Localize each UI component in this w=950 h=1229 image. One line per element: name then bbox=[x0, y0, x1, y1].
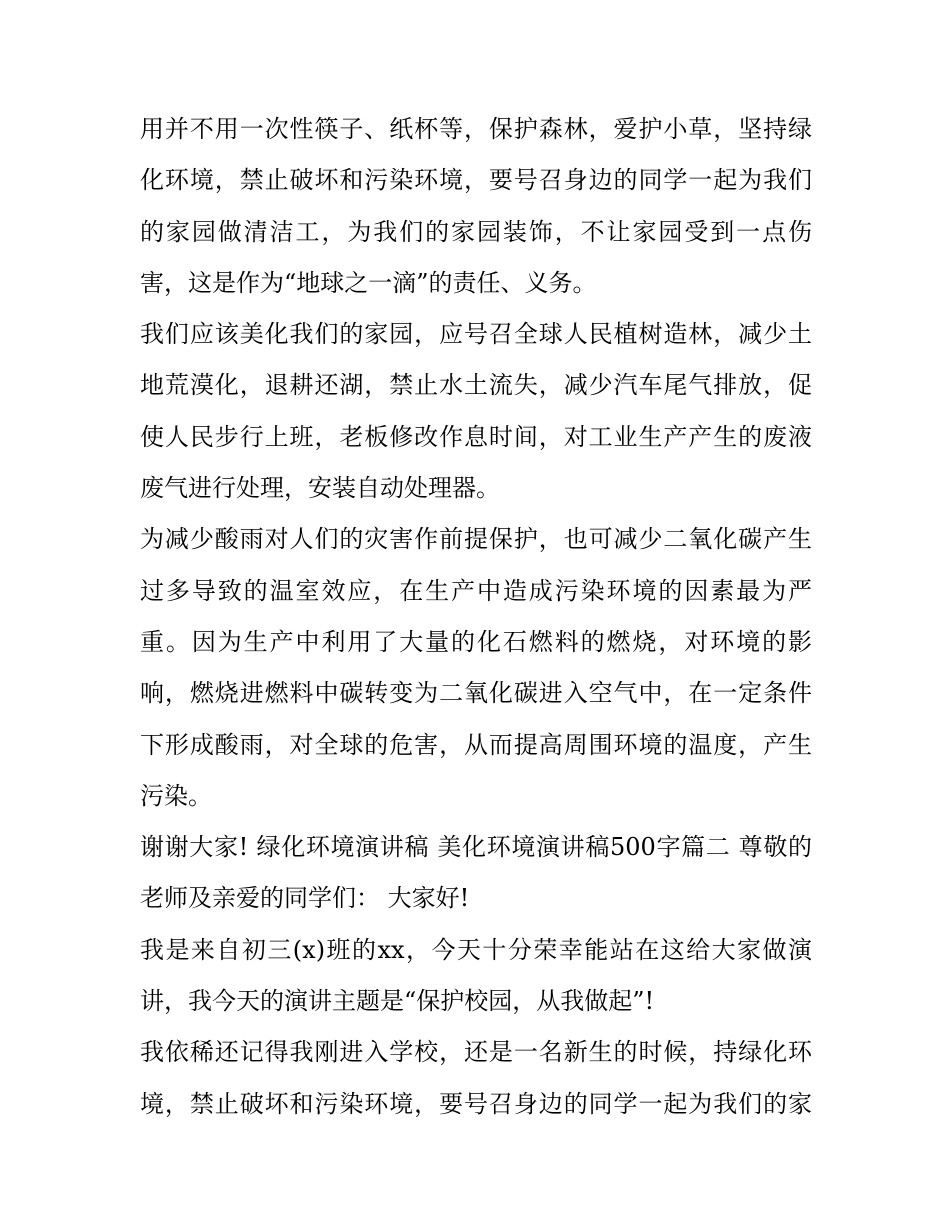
text-line: 谢谢大家! 绿化环境演讲稿 美化环境演讲稿500字篇二 尊敬的 bbox=[140, 833, 812, 862]
text-line: 我是来自初三(x)班的xx，今天十分荣幸能站在这给大家做演 bbox=[140, 935, 812, 964]
document-body bbox=[140, 104, 812, 1130]
text-line: 使人民步行上班，老板修改作息时间，对工业生产产生的废液 bbox=[140, 422, 812, 451]
text-line: 用并不用一次性筷子、纸杯等，保护森林，爱护小草，坚持绿 bbox=[140, 115, 812, 143]
text-line: 重。因为生产中利用了大量的化石燃料的燃烧，对环境的影 bbox=[140, 627, 812, 656]
text-line: 下形成酸雨，对全球的危害，从而提高周围环境的温度，产生 bbox=[140, 730, 812, 759]
text-line: 讲，我今天的演讲主题是“保护校园，从我做起”! bbox=[140, 987, 655, 1016]
text-line: 响，燃烧进燃料中碳转变为二氧化碳进入空气中，在一定条件 bbox=[140, 679, 812, 708]
text-line: 污染。 bbox=[140, 781, 212, 810]
text-line: 害，这是作为“地球之一滴”的责任、义务。 bbox=[140, 268, 597, 297]
text-line: 过多导致的温室效应，在生产中造成污染环境的因素最为严 bbox=[140, 576, 812, 605]
text-line: 我依稀还记得我刚进入学校，还是一名新生的时候，持绿化环 bbox=[140, 1038, 812, 1067]
text-line: 化环境，禁止破坏和污染环境，要号召身边的同学一起为我们 bbox=[140, 166, 812, 195]
text-line: 废气进行处理，安装自动处理器。 bbox=[140, 474, 500, 503]
text-line: 境，禁止破坏和污染环境，要号召身边的同学一起为我们的家 bbox=[140, 1089, 812, 1118]
text-line: 为减少酸雨对人们的灾害作前提保护，也可减少二氧化碳产生 bbox=[140, 525, 812, 554]
text-line: 地荒漠化，退耕还湖，禁止水土流失，减少汽车尾气排放，促 bbox=[140, 371, 812, 400]
text-line: 我们应该美化我们的家园，应号召全球人民植树造林，减少土 bbox=[140, 320, 812, 349]
text-line: 的家园做清洁工，为我们的家园装饰，不让家园受到一点伤 bbox=[140, 217, 812, 246]
text-line: 老师及亲爱的同学们： 大家好! bbox=[140, 884, 470, 913]
